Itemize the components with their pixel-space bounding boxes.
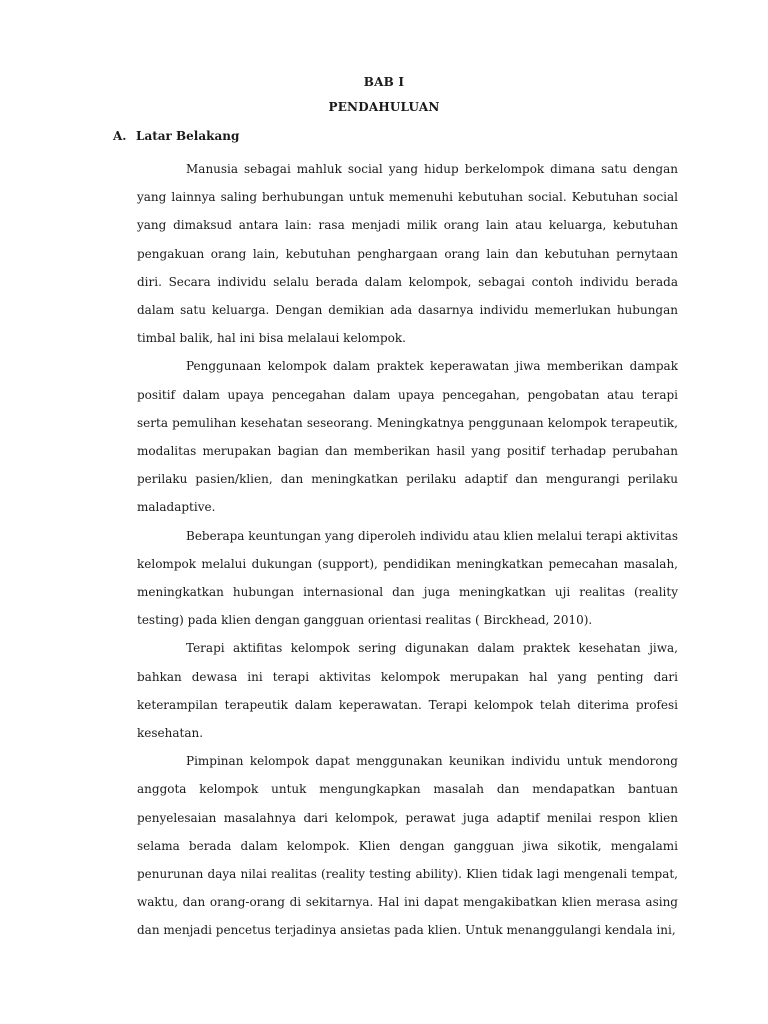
paragraph: Pimpinan kelompok dapat menggunakan keunikan individu untuk mendorong anggota kelompok untuk mengungkapkan masalah dan mendapatkan bantuan penyelesaian masalahnya dari kelompok, perawat juga adaptif menilai respon klien selama berada dalam kelompok. Klien dengan gangguan jiwa sikotik, mengalami penurunan daya nilai realitas (reality testing ability). Klien tidak lagi mengenali tempat, waktu, dan orang-orang di sekitarnya. Hal ini dapat mengakibatkan klien merasa asing dan menjadi pencetus terjadinya ansietas pada klien. Untuk menanggulangi kendala ini,	[137, 754, 678, 938]
paragraph: Penggunaan kelompok dalam praktek keperawatan jiwa memberikan dampak positif dalam upaya pencegahan dalam upaya pencegahan, pengobatan atau terapi serta pemulihan kesehatan seseorang. Meningkatnya penggunaan kelompok terapeutik, modalitas merupakan bagian dan memberikan hasil yang positif terhadap perubahan perilaku pasien/klien, dan meningkatkan perilaku adaptif dan mengurangi perilaku maladaptive.	[137, 359, 678, 515]
paragraph: Manusia sebagai mahluk social yang hidup berkelompok dimana satu dengan yang lainnya saling berhubungan untuk memenuhi kebutuhan social. Kebutuhan social yang dimaksud antara lain: rasa menjadi milik orang lain atau keluarga, kebutuhan pengakuan orang lain, kebutuhan penghargaan orang lain dan kebutuhan pernytaan diri. Secara individu selalu berada dalam kelompok, sebagai contoh individu berada dalam satu keluarga. Dengan demikian ada dasarnya individu memerlukan hubungan timbal balik, hal ini bisa melalaui kelompok.	[137, 162, 678, 346]
chapter-title: PENDAHULUAN	[328, 100, 440, 114]
section-heading	[113, 129, 239, 143]
body-text	[137, 155, 678, 945]
section-letter: A.	[113, 129, 127, 143]
section-title: Latar Belakang	[136, 129, 240, 143]
paragraph: Beberapa keuntungan yang diperoleh individu atau klien melalui terapi aktivitas kelompok melalui dukungan (support), pendidikan meningkatkan pemecahan masalah, meningkatkan hubungan internasional dan juga meningkatkan uji realitas (reality testing) pada klien dengan gangguan orientasi realitas ( Birckhead, 2010).	[137, 528, 678, 628]
chapter-number: BAB I	[363, 75, 405, 89]
paragraph: Terapi aktifitas kelompok sering digunakan dalam praktek kesehatan jiwa, bahkan dewasa ini terapi aktivitas kelompok merupakan hal yang penting dari keterampilan terapeutik dalam keperawatan. Terapi kelompok telah diterima profesi kesehatan.	[137, 641, 678, 741]
